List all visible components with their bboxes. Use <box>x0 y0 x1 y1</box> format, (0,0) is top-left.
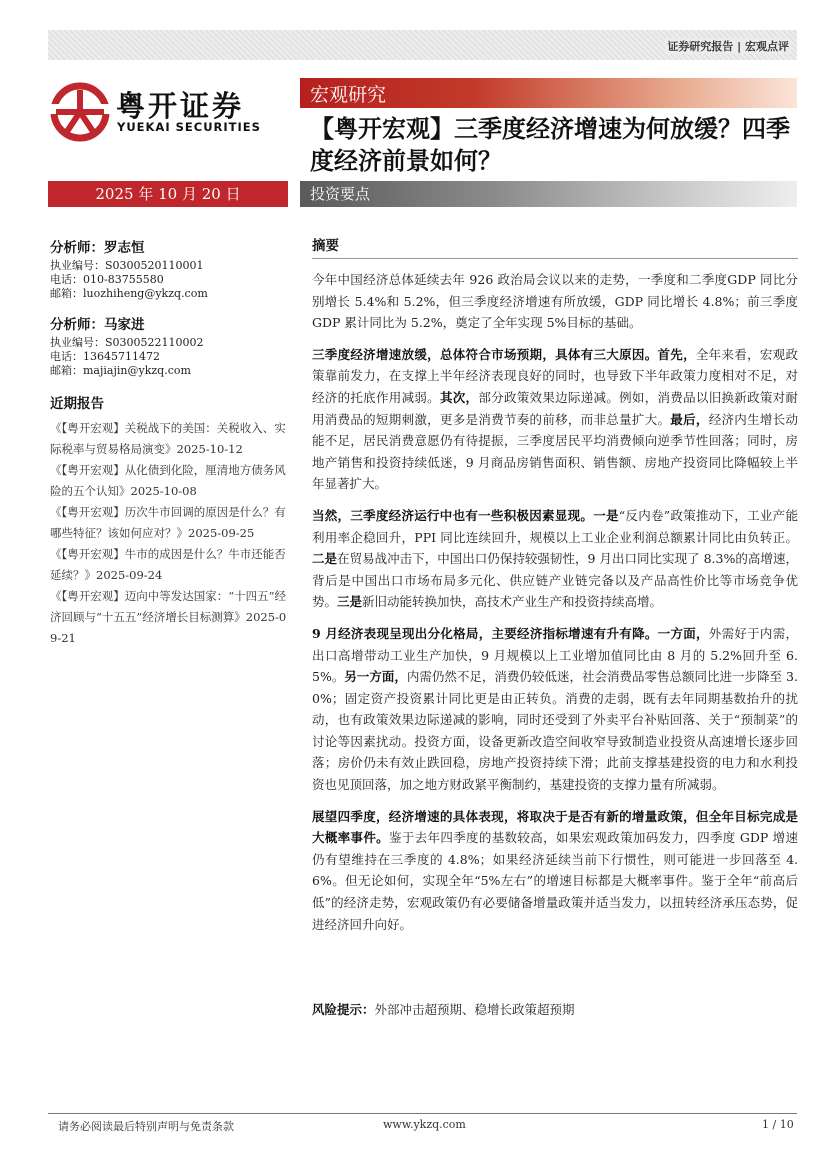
footer-disclaimer: 请务必阅读最后特别声明与免责条款 <box>58 1120 234 1133</box>
keyword: 二是 <box>312 551 338 567</box>
abstract-heading: 摘要 <box>312 234 798 259</box>
keyword: 最后， <box>670 411 709 427</box>
analyst-phone: 电话：010-83755580 <box>50 273 164 286</box>
footer-page-number: 1 / 10 <box>762 1118 794 1131</box>
analyst-name: 分析师：马家进 <box>50 317 145 333</box>
category-banner <box>300 78 797 108</box>
paragraph-lead: 展望四季度，经济增速的具体表现，将取决于是否有新的增量政策，但全年目标完成是大概率事件。 <box>312 808 798 846</box>
recent-report-link[interactable]: 《【粤开宏观】关税战下的美国：关税收入、实际税率与贸易格局演变》2025-10-12 <box>50 421 286 456</box>
risk-warning <box>312 1000 798 1018</box>
recent-report-link[interactable]: 《【粤开宏观】牛市的成因是什么？牛市还能否延续？》2025-09-24 <box>50 547 286 582</box>
paragraph-text: 经济内生增长动能不足，居民消费意愿仍有待提振，三季度居民平均消费倾向逆季节性回落；同时，房地产销售和投资持续低迷，9 月商品房销售面积、销售额、房地产投资同比降幅较上半年显著扩大。 <box>312 411 798 492</box>
recent-report-link[interactable]: 《【粤开宏观】历次牛市回调的原因是什么？有哪些特征？该如何应对？》2025-09-25 <box>50 505 286 540</box>
analyst-card <box>50 313 290 378</box>
company-logo <box>50 82 285 142</box>
analyst-phone: 电话：13645711472 <box>50 350 160 363</box>
footer-website[interactable]: www.ykzq.com <box>383 1118 466 1131</box>
recent-reports-title: 近期报告 <box>50 396 104 412</box>
abstract-paragraph <box>312 505 798 613</box>
report-type-tag: 证券研究报告 | 宏观点评 <box>667 40 789 53</box>
recent-report-link[interactable]: 《【粤开宏观】从化债到化险，厘清地方债务风险的五个认知》2025-10-08 <box>50 463 286 498</box>
sidebar <box>50 236 290 649</box>
analyst-license: 执业编号：S0300522110002 <box>50 336 204 349</box>
logo-emblem-icon <box>50 82 110 142</box>
analyst-card <box>50 236 290 301</box>
analyst-name: 分析师：罗志恒 <box>50 240 145 256</box>
logo-english-name: YUEKAI SECURITIES <box>117 120 261 134</box>
keyword: 一方面， <box>657 625 709 641</box>
abstract-paragraph <box>312 623 798 796</box>
category-label: 宏观研究 <box>310 84 387 106</box>
key-points-label: 投资要点 <box>310 185 371 203</box>
keyword: 三是 <box>337 594 363 610</box>
recent-report-link[interactable]: 《【粤开宏观】迈向中等发达国家：“十四五”经济回顾与“十五五”经济增长目标测算》2025-09-21 <box>50 589 287 645</box>
analyst-email: 邮箱：majiajin@ykzq.com <box>50 364 191 377</box>
keyword: 一是 <box>593 507 619 523</box>
paragraph-lead: 9 月经济表现呈现出分化格局，主要经济指标增速有升有降。 <box>312 625 658 641</box>
abstract-paragraph <box>312 344 798 495</box>
footer-divider <box>48 1113 797 1114</box>
paragraph-lead: 当然，三季度经济运行中也有一些积极因素显现。 <box>312 507 594 523</box>
analyst-license: 执业编号：S0300520110001 <box>50 259 204 272</box>
paragraph-text: 内需仍然不足，消费仍较低迷，社会消费品零售总额同比进一步降至 3.0%；固定资产投资累计同比更是由正转负。消费的走弱，既有去年同期基数抬升的扰动，也有政策效果边际递减的影响，同时还受到了外卖平台补贴回落、关于“预制菜”的讨论等因素扰动。投资方面，设备更新改造空间收窄导致制造业投资从高速增长逐步回落；房价仍未有效止跌回稳，房地产投资持续下滑；此前支撑基建投资的电力和水利投资也见顶回落，加之地方财政紧平衡制约，基建投资的支撑力量有所减弱。 <box>312 669 798 793</box>
top-banner <box>48 30 797 60</box>
paragraph-text: 在贸易战冲击下，中国出口仍保持较强韧性，9 月出口同比实现了 8.3%的高增速，背后是中国出口市场布局多元化、供应链产业链完备以及产品高性价比等市场竞争优势。 <box>312 551 798 610</box>
logo-name: 粤开证券 <box>116 89 245 123</box>
report-title: 【粤开宏观】三季度经济增速为何放缓？四季度经济前景如何？ <box>310 115 790 175</box>
keyword: 其次， <box>439 389 479 405</box>
keyword: 首先， <box>657 346 696 362</box>
main-content <box>312 234 798 945</box>
risk-label: 风险提示： <box>312 1002 375 1017</box>
paragraph-text: 部分政策效果边际递减。例如，消费品以旧换新政策对耐用消费品的短期刺激，更多是消费节奏的前移，而非总量扩大。 <box>312 389 798 427</box>
paragraph-text: 全年来看，宏观政策靠前发力，在支撑上半年经济表现良好的同时，也导致下半年政策力度相对不足，对经济的托底作用减弱。 <box>312 346 798 405</box>
key-points-banner <box>300 181 797 207</box>
report-date: 2025 年 10 月 20 日 <box>48 181 288 207</box>
risk-text: 外部冲击超预期、稳增长政策超预期 <box>374 1002 575 1017</box>
paragraph-text: 鉴于去年四季度的基数较高，如果宏观政策加码发力，四季度 GDP 增速仍有望维持在三季度的 4.8%；如果经济延续当前下行惯性，则可能进一步回落至 4.6%。但无论如何，实现全年“5%左右”的增速目标都是大概率事件。鉴于全年“前高后低”的经济走势，宏观政策仍有必要储备增量政策并适当发力，以扭转经济承压态势，促进经济回升向好。 <box>312 830 798 932</box>
paragraph-text: 新旧动能转换加快，高技术产业生产和投资持续高增。 <box>362 594 663 610</box>
keyword: 另一方面， <box>344 669 407 685</box>
analyst-email: 邮箱：luozhiheng@ykzq.com <box>50 287 208 300</box>
abstract-paragraph: 今年中国经济总体延续去年 926 政治局会议以来的走势，一季度和二季度GDP 同比分别增长 5.4%和 5.2%，但三季度经济增速有所放缓，GDP 同比增长 4.8%；前三季度 GDP 累计同比为 5.2%，奠定了全年实现 5%目标的基础。 <box>312 272 798 331</box>
paragraph-lead: 三季度经济增速放缓，总体符合市场预期，具体有三大原因。 <box>312 346 658 362</box>
paragraph-text: “反内卷”政策推动下，工业产能利用率企稳回升，PPI 同比连续回升，规模以上工业企业利润总额累计同比由负转正。 <box>312 507 798 545</box>
paragraph-text: 外需好于内需，出口高增带动工业生产加快，9 月规模以上工业增加值同比由 8 月的 5.2%回升至 6.5%。 <box>312 625 798 685</box>
abstract-paragraph <box>312 806 798 936</box>
